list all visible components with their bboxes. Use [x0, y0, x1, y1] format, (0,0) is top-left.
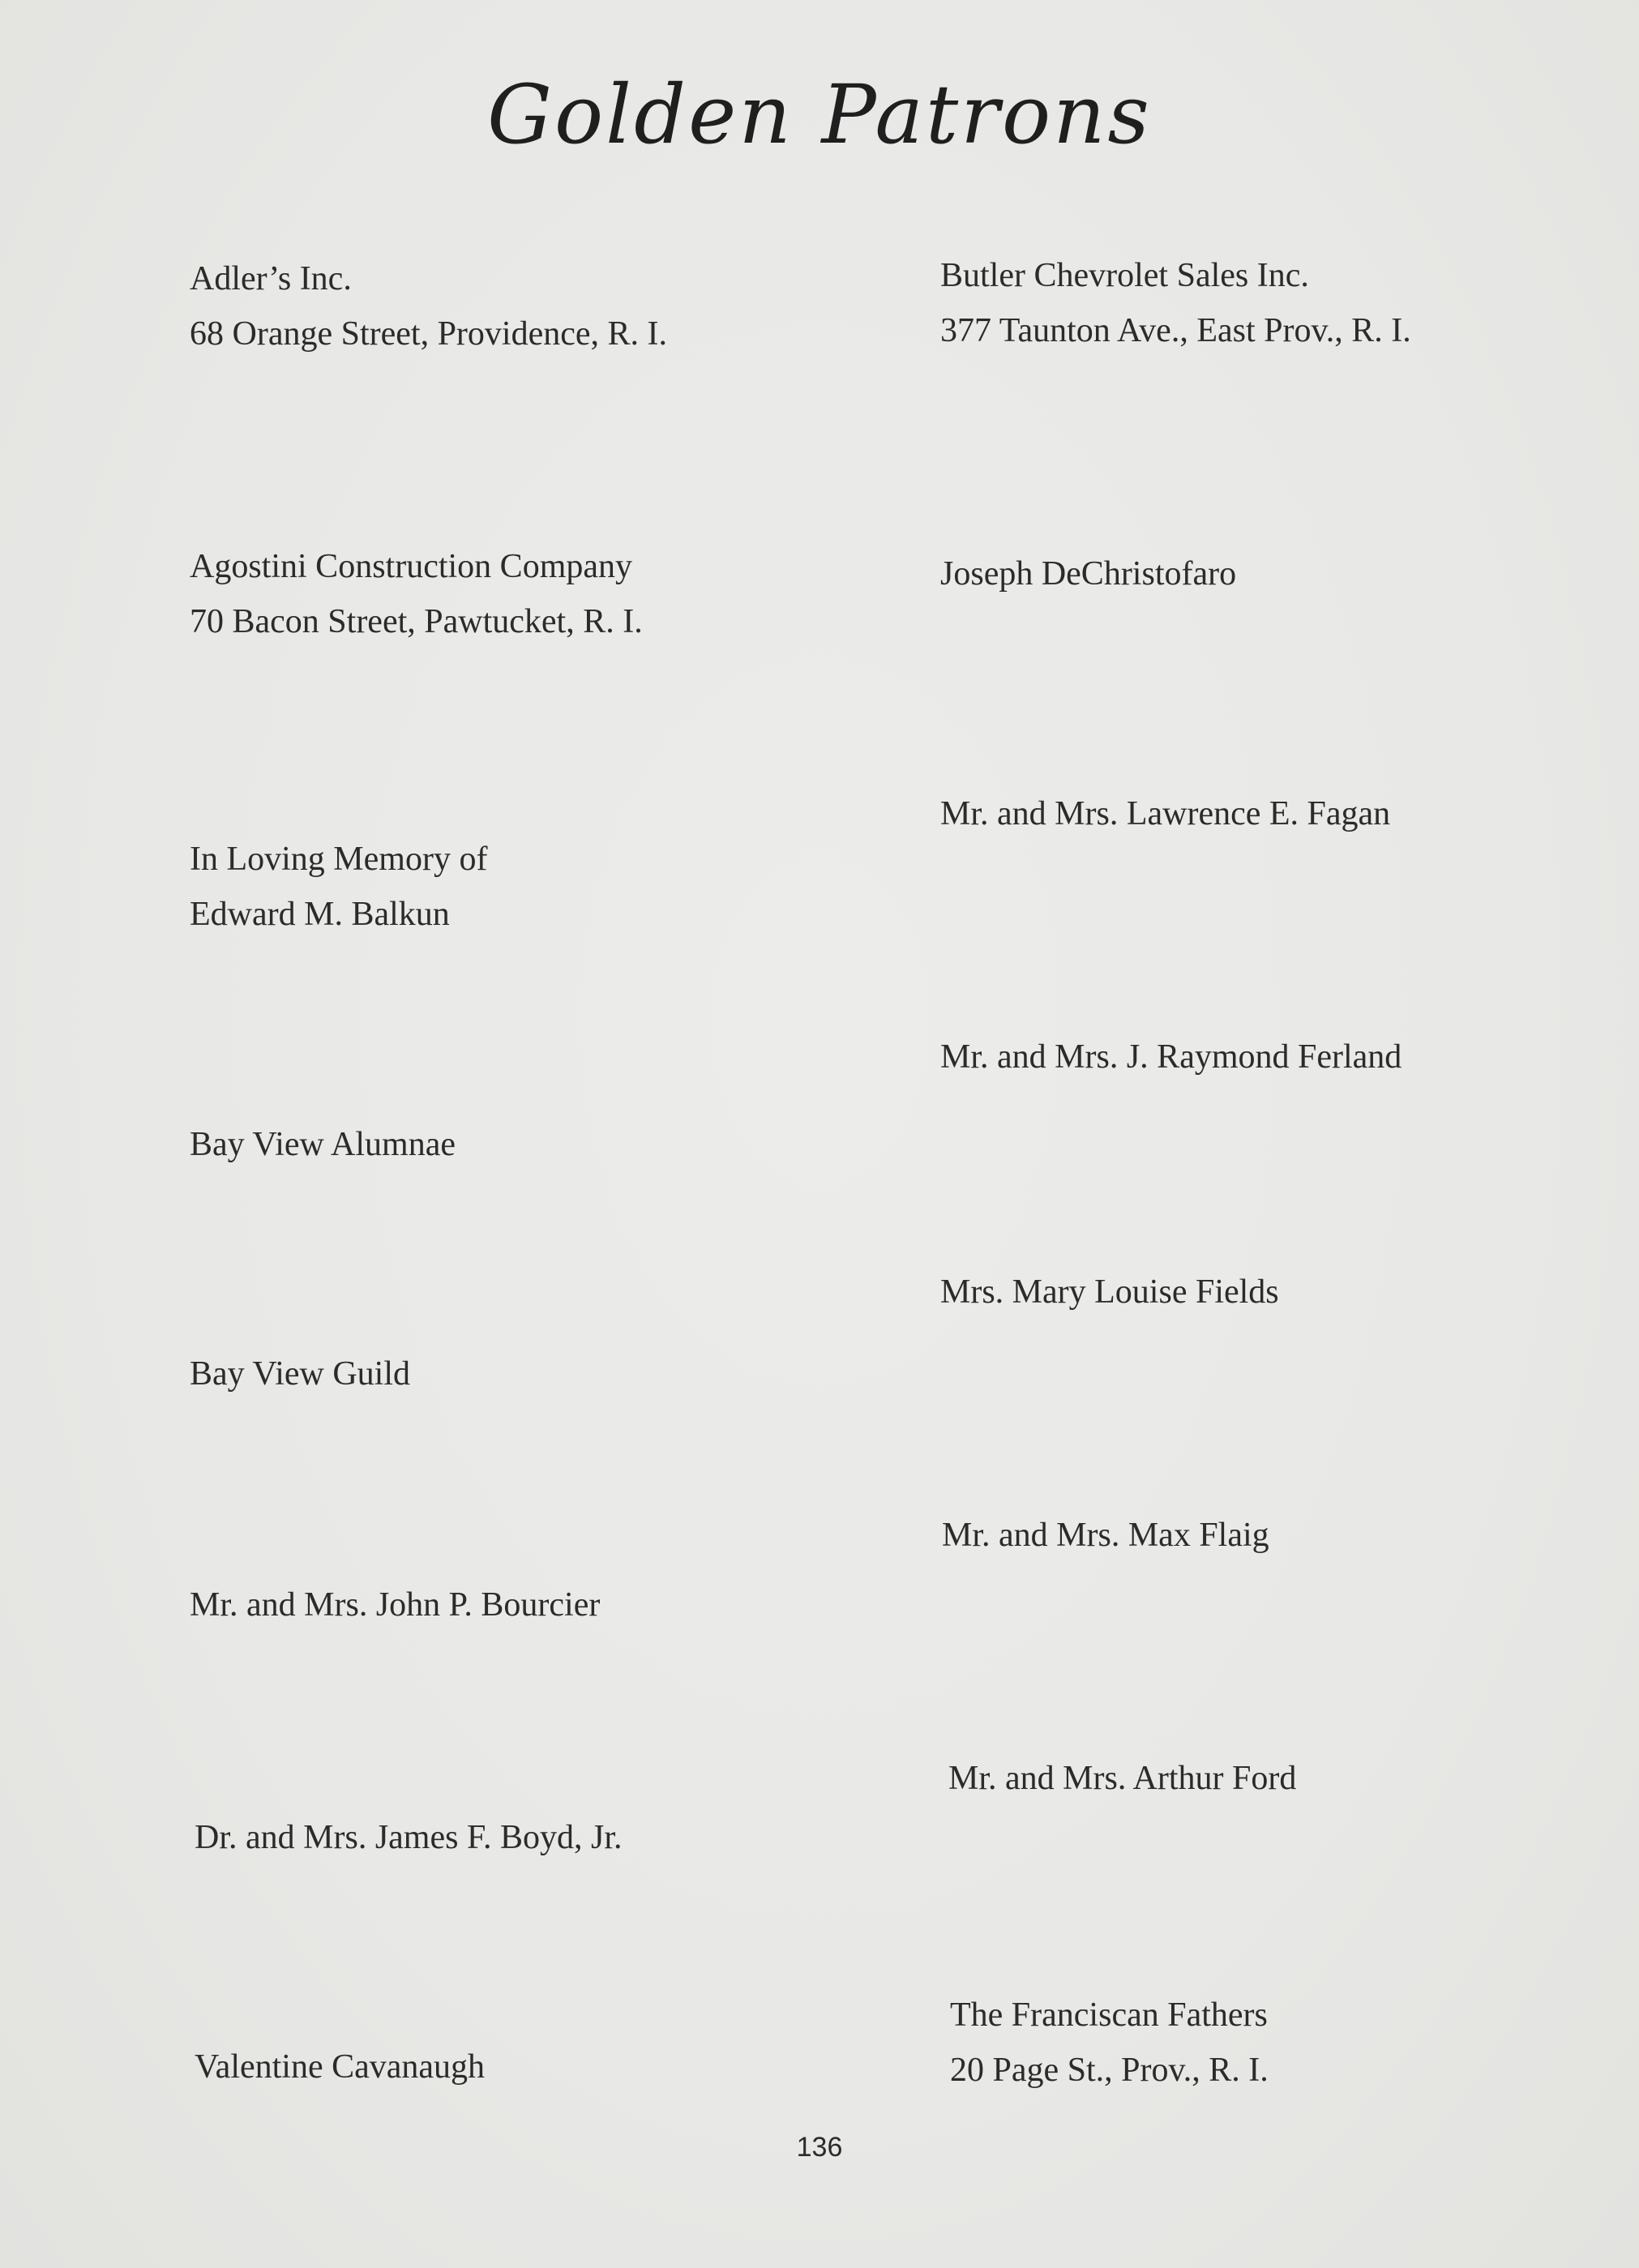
- patron-entry-left-3: [190, 832, 487, 942]
- patron-entry-right-7: [948, 1751, 1296, 1806]
- patron-address: 377 Taunton Ave., East Prov., R. I.: [940, 312, 1411, 349]
- patron-name: Bay View Alumnae: [190, 1126, 456, 1163]
- patron-name: Joseph DeChristofaro: [940, 555, 1237, 593]
- patron-entry-left-2: [190, 539, 643, 649]
- patron-name: Bay View Guild: [190, 1355, 411, 1393]
- patron-entry-right-8: [950, 1988, 1269, 2098]
- patron-name: Agostini Construction Company: [190, 548, 632, 585]
- patron-entry-left-7: [195, 1810, 622, 1865]
- patron-entry-right-6: [942, 1508, 1269, 1563]
- patron-name: The Franciscan Fathers: [950, 1996, 1268, 2034]
- patron-address: 68 Orange Street, Providence, R. I.: [190, 315, 668, 353]
- patron-entry-right-5: [940, 1265, 1279, 1320]
- patron-name-continued: Edward M. Balkun: [190, 896, 450, 933]
- patron-entry-right-2: [940, 546, 1236, 601]
- patron-entry-left-8: [195, 2039, 485, 2095]
- page-number: 136: [796, 2132, 843, 2163]
- patron-name: Mr. and Mrs. J. Raymond Ferland: [940, 1038, 1402, 1076]
- patron-name: Mr. and Mrs. Lawrence E. Fagan: [940, 795, 1391, 832]
- patron-name: In Loving Memory of: [190, 841, 488, 878]
- patron-name: Mrs. Mary Louise Fields: [940, 1273, 1279, 1311]
- patron-name: Adler’s Inc.: [190, 260, 352, 297]
- patron-name: Valentine Cavanaugh: [195, 2048, 486, 2086]
- page-title: Golden Patrons: [487, 67, 1152, 162]
- patron-name: Dr. and Mrs. James F. Boyd, Jr.: [195, 1819, 623, 1856]
- patron-name: Mr. and Mrs. Max Flaig: [942, 1517, 1269, 1554]
- patron-name: Mr. and Mrs. Arthur Ford: [948, 1760, 1297, 1797]
- patron-name: Butler Chevrolet Sales Inc.: [940, 257, 1309, 294]
- patron-entry-left-1: [190, 251, 667, 362]
- patron-address: 70 Bacon Street, Pawtucket, R. I.: [190, 603, 643, 640]
- patron-entry-left-4: [190, 1117, 456, 1172]
- patron-entry-right-1: [940, 248, 1411, 358]
- patron-entry-left-6: [190, 1577, 600, 1633]
- patron-address: 20 Page St., Prov., R. I.: [950, 2052, 1269, 2089]
- patron-name: Mr. and Mrs. John P. Bourcier: [190, 1586, 601, 1624]
- patron-entry-right-3: [940, 786, 1390, 841]
- patron-entry-right-4: [940, 1029, 1401, 1085]
- patron-entry-left-5: [190, 1346, 410, 1401]
